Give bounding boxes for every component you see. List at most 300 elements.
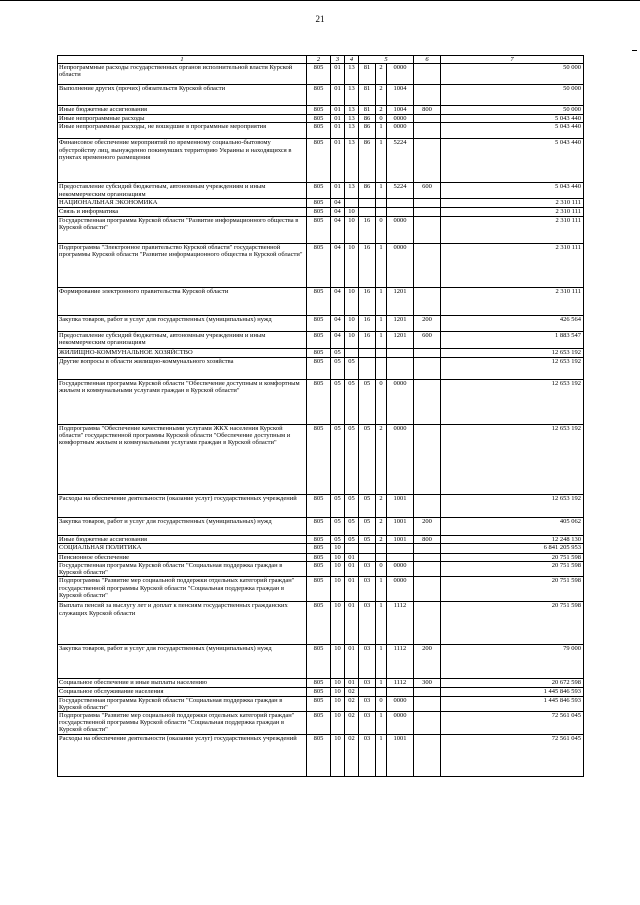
table-row <box>58 696 584 711</box>
admin-code-cell: 805 <box>307 208 331 216</box>
program-code-cell: 16 <box>359 315 376 331</box>
admin-code-cell: 805 <box>307 679 331 688</box>
direction-code-cell: 1001 <box>387 517 414 535</box>
amount-cell: 426 564 <box>441 315 584 331</box>
subprogram-code-cell: 1 <box>376 139 387 183</box>
program-code-cell: 05 <box>359 535 376 543</box>
table-row <box>58 517 584 535</box>
header-cell-4: 4 <box>345 56 359 64</box>
program-code-cell: 03 <box>359 602 376 645</box>
amount-cell: 1 445 846 593 <box>441 696 584 711</box>
subsection-code-cell: 13 <box>345 106 359 115</box>
amount-cell: 20 751 598 <box>441 553 584 561</box>
subsection-code-cell: 10 <box>345 208 359 216</box>
admin-code-cell: 805 <box>307 287 331 315</box>
subprogram-code-cell: 0 <box>376 216 387 243</box>
program-code-cell <box>359 348 376 357</box>
section-code-cell: 05 <box>331 424 345 494</box>
subsection-code-cell: 10 <box>345 331 359 348</box>
row-name-cell: Расходы на обеспечение деятельности (оказание услуг) государственных учреждений <box>58 494 307 517</box>
expense-type-cell <box>414 85 441 106</box>
amount-cell: 79 000 <box>441 645 584 679</box>
direction-code-cell: 1001 <box>387 734 414 776</box>
program-code-cell: 86 <box>359 123 376 139</box>
row-name-cell: Предоставление субсидий бюджетным, автономным учреждениям и иным некоммерческим организациям <box>58 183 307 199</box>
table-row <box>58 243 584 287</box>
subprogram-code-cell: 2 <box>376 106 387 115</box>
section-code-cell: 10 <box>331 602 345 645</box>
subsection-code-cell: 02 <box>345 688 359 696</box>
subsection-code-cell: 10 <box>345 315 359 331</box>
amount-cell: 20 751 598 <box>441 562 584 577</box>
program-code-cell <box>359 208 376 216</box>
row-name-cell: Подпрограмма "Развитие мер социальной поддержки отдельных категорий граждан" государственной программы Курской области "Социальная поддержка граждан в Курской области" <box>58 712 307 735</box>
program-code-cell <box>359 357 376 379</box>
expense-type-cell <box>414 64 441 85</box>
admin-code-cell: 805 <box>307 602 331 645</box>
amount-cell: 5 043 440 <box>441 183 584 199</box>
expense-type-cell <box>414 199 441 208</box>
subprogram-code-cell: 2 <box>376 494 387 517</box>
program-code-cell: 05 <box>359 517 376 535</box>
row-name-cell: Иные бюджетные ассигнования <box>58 535 307 543</box>
direction-code-cell: 5224 <box>387 139 414 183</box>
direction-code-cell: 1201 <box>387 315 414 331</box>
row-name-cell: ЖИЛИЩНО-КОММУНАЛЬНОЕ ХОЗЯЙСТВО <box>58 348 307 357</box>
direction-code-cell: 1004 <box>387 85 414 106</box>
amount-cell: 12 248 130 <box>441 535 584 543</box>
program-code-cell: 81 <box>359 85 376 106</box>
subsection-code-cell: 01 <box>345 562 359 577</box>
row-name-cell: НАЦИОНАЛЬНАЯ ЭКОНОМИКА <box>58 199 307 208</box>
direction-code-cell: 1001 <box>387 535 414 543</box>
program-code-cell: 03 <box>359 679 376 688</box>
program-code-cell: 16 <box>359 331 376 348</box>
amount-cell: 12 653 192 <box>441 348 584 357</box>
expense-type-cell: 800 <box>414 106 441 115</box>
expense-type-cell <box>414 734 441 776</box>
subprogram-code-cell: 2 <box>376 85 387 106</box>
expense-type-cell <box>414 357 441 379</box>
section-code-cell: 04 <box>331 315 345 331</box>
subprogram-code-cell: 1 <box>376 734 387 776</box>
program-code-cell: 16 <box>359 216 376 243</box>
row-name-cell: Государственная программа Курской области "Развитие информационного общества в Курской области" <box>58 216 307 243</box>
row-name-cell: Непрограммные расходы государственных органов исполнительной власти Курской области <box>58 64 307 85</box>
admin-code-cell: 805 <box>307 199 331 208</box>
subsection-code-cell: 13 <box>345 85 359 106</box>
subsection-code-cell: 05 <box>345 517 359 535</box>
subsection-code-cell: 01 <box>345 679 359 688</box>
program-code-cell: 03 <box>359 712 376 735</box>
subsection-code-cell: 13 <box>345 115 359 123</box>
program-code-cell <box>359 199 376 208</box>
program-code-cell: 05 <box>359 379 376 424</box>
admin-code-cell: 805 <box>307 494 331 517</box>
table-row <box>58 645 584 679</box>
subprogram-code-cell: 1 <box>376 123 387 139</box>
table-row <box>58 199 584 208</box>
expense-type-cell <box>414 139 441 183</box>
subprogram-code-cell: 0 <box>376 115 387 123</box>
section-code-cell: 04 <box>331 243 345 287</box>
program-code-cell: 05 <box>359 424 376 494</box>
admin-code-cell: 805 <box>307 562 331 577</box>
direction-code-cell: 1001 <box>387 494 414 517</box>
expense-type-cell: 200 <box>414 517 441 535</box>
admin-code-cell: 805 <box>307 64 331 85</box>
subsection-code-cell: 05 <box>345 494 359 517</box>
expense-type-cell <box>414 696 441 711</box>
expense-type-cell: 800 <box>414 535 441 543</box>
admin-code-cell: 805 <box>307 517 331 535</box>
expense-type-cell <box>414 602 441 645</box>
header-cell-6: 6 <box>414 56 441 64</box>
table-row <box>58 106 584 115</box>
amount-cell: 12 653 192 <box>441 494 584 517</box>
subsection-code-cell: 10 <box>345 216 359 243</box>
subsection-code-cell <box>345 199 359 208</box>
subsection-code-cell: 13 <box>345 123 359 139</box>
subprogram-code-cell: 1 <box>376 712 387 735</box>
expense-type-cell <box>414 424 441 494</box>
subprogram-code-cell: 1 <box>376 577 387 602</box>
section-code-cell: 10 <box>331 553 345 561</box>
table-row <box>58 348 584 357</box>
table-row <box>58 602 584 645</box>
program-code-cell <box>359 553 376 561</box>
subprogram-code-cell: 1 <box>376 645 387 679</box>
row-name-cell: Социальное обслуживание населения <box>58 688 307 696</box>
subsection-code-cell: 05 <box>345 379 359 424</box>
row-name-cell: Подпрограмма "Электронное правительство Курской области" государственной программы Курской области "Развитие информационного общества в Курской области" <box>58 243 307 287</box>
header-cell-3: 3 <box>331 56 345 64</box>
subprogram-code-cell: 2 <box>376 517 387 535</box>
subprogram-code-cell: 2 <box>376 64 387 85</box>
expense-type-cell <box>414 348 441 357</box>
table-row <box>58 123 584 139</box>
expense-type-cell: 600 <box>414 183 441 199</box>
section-code-cell: 10 <box>331 577 345 602</box>
expense-type-cell <box>414 123 441 139</box>
subsection-code-cell: 05 <box>345 424 359 494</box>
section-code-cell: 05 <box>331 379 345 424</box>
section-code-cell: 10 <box>331 679 345 688</box>
expense-type-cell: 300 <box>414 679 441 688</box>
program-code-cell: 86 <box>359 115 376 123</box>
expense-type-cell <box>414 577 441 602</box>
row-name-cell: Социальное обеспечение и иные выплаты населению <box>58 679 307 688</box>
amount-cell: 20 672 598 <box>441 679 584 688</box>
subsection-code-cell <box>345 543 359 553</box>
expense-type-cell <box>414 208 441 216</box>
admin-code-cell: 805 <box>307 123 331 139</box>
subsection-code-cell: 01 <box>345 577 359 602</box>
row-name-cell: Государственная программа Курской области "Социальная поддержка граждан в Курской области" <box>58 562 307 577</box>
table-row <box>58 543 584 553</box>
row-name-cell: Подпрограмма "Обеспечение качественными услугами ЖКХ населения Курской области" государственной программы Курской области "Обеспечение доступным и комфортным жильем и коммунальными услугами граждан в Курской области" <box>58 424 307 494</box>
program-code-cell: 03 <box>359 734 376 776</box>
amount-cell: 1 883 547 <box>441 331 584 348</box>
program-code-cell: 03 <box>359 645 376 679</box>
section-code-cell: 10 <box>331 562 345 577</box>
amount-cell: 405 062 <box>441 517 584 535</box>
amount-cell: 6 841 205 953 <box>441 543 584 553</box>
table-row <box>58 712 584 735</box>
section-code-cell: 10 <box>331 688 345 696</box>
header-cell-7: 7 <box>441 56 584 64</box>
admin-code-cell: 805 <box>307 535 331 543</box>
subsection-code-cell: 01 <box>345 553 359 561</box>
subsection-code-cell <box>345 348 359 357</box>
header-cell-2: 2 <box>307 56 331 64</box>
direction-code-cell: 5224 <box>387 183 414 199</box>
direction-code-cell: 1004 <box>387 106 414 115</box>
subprogram-code-cell <box>376 208 387 216</box>
direction-code-cell: 0000 <box>387 424 414 494</box>
subprogram-code-cell <box>376 199 387 208</box>
subprogram-code-cell <box>376 688 387 696</box>
expense-type-cell <box>414 562 441 577</box>
admin-code-cell: 805 <box>307 85 331 106</box>
subprogram-code-cell: 1 <box>376 243 387 287</box>
direction-code-cell: 0000 <box>387 562 414 577</box>
section-code-cell: 01 <box>331 115 345 123</box>
row-name-cell: Другие вопросы в области жилищно-коммунального хозяйства <box>58 357 307 379</box>
section-code-cell: 01 <box>331 183 345 199</box>
subprogram-code-cell: 2 <box>376 424 387 494</box>
amount-cell: 2 310 111 <box>441 243 584 287</box>
subsection-code-cell: 01 <box>345 645 359 679</box>
program-code-cell: 16 <box>359 287 376 315</box>
table-row <box>58 115 584 123</box>
subsection-code-cell: 05 <box>345 535 359 543</box>
row-name-cell: Формирование электронного правительства Курской области <box>58 287 307 315</box>
table-row <box>58 287 584 315</box>
amount-cell: 2 310 111 <box>441 287 584 315</box>
expense-type-cell <box>414 494 441 517</box>
header-cell-5: 5 <box>359 56 414 64</box>
table-body <box>58 64 584 776</box>
section-code-cell: 01 <box>331 106 345 115</box>
table-row <box>58 208 584 216</box>
table-row <box>58 139 584 183</box>
subprogram-code-cell: 1 <box>376 183 387 199</box>
table-row <box>58 494 584 517</box>
table-row <box>58 577 584 602</box>
expense-type-cell <box>414 543 441 553</box>
direction-code-cell: 0000 <box>387 216 414 243</box>
subsection-code-cell: 13 <box>345 183 359 199</box>
amount-cell: 50 000 <box>441 85 584 106</box>
row-name-cell: Подпрограмма "Развитие мер социальной поддержки отдельных категорий граждан" государственной программы Курской области "Социальная поддержка граждан в Курской области" <box>58 577 307 602</box>
program-code-cell: 86 <box>359 183 376 199</box>
direction-code-cell: 1201 <box>387 287 414 315</box>
section-code-cell: 10 <box>331 543 345 553</box>
expense-type-cell <box>414 688 441 696</box>
section-code-cell: 04 <box>331 208 345 216</box>
direction-code-cell <box>387 348 414 357</box>
section-code-cell: 04 <box>331 216 345 243</box>
subprogram-code-cell <box>376 553 387 561</box>
table-row <box>58 315 584 331</box>
row-name-cell: Иные непрограммные расходы <box>58 115 307 123</box>
subprogram-code-cell <box>376 357 387 379</box>
subprogram-code-cell <box>376 348 387 357</box>
row-name-cell: Государственная программа Курской области "Социальная поддержка граждан в Курской области" <box>58 696 307 711</box>
section-code-cell: 01 <box>331 64 345 85</box>
row-name-cell: Иные бюджетные ассигнования <box>58 106 307 115</box>
table-row <box>58 562 584 577</box>
section-code-cell: 04 <box>331 199 345 208</box>
direction-code-cell: 1112 <box>387 679 414 688</box>
program-code-cell: 03 <box>359 696 376 711</box>
row-name-cell: Закупка товаров, работ и услуг для государственных (муниципальных) нужд <box>58 517 307 535</box>
subsection-code-cell: 02 <box>345 712 359 735</box>
row-name-cell: СОЦИАЛЬНАЯ ПОЛИТИКА <box>58 543 307 553</box>
row-name-cell: Закупка товаров, работ и услуг для государственных (муниципальных) нужд <box>58 315 307 331</box>
section-code-cell: 01 <box>331 85 345 106</box>
program-code-cell <box>359 543 376 553</box>
section-code-cell: 10 <box>331 712 345 735</box>
section-code-cell: 05 <box>331 357 345 379</box>
amount-cell: 20 751 598 <box>441 577 584 602</box>
section-code-cell: 10 <box>331 734 345 776</box>
admin-code-cell: 805 <box>307 357 331 379</box>
amount-cell: 2 310 111 <box>441 208 584 216</box>
direction-code-cell <box>387 208 414 216</box>
direction-code-cell: 0000 <box>387 64 414 85</box>
admin-code-cell: 805 <box>307 688 331 696</box>
expense-type-cell <box>414 553 441 561</box>
admin-code-cell: 805 <box>307 645 331 679</box>
amount-cell: 20 751 598 <box>441 602 584 645</box>
expense-type-cell: 200 <box>414 315 441 331</box>
subprogram-code-cell: 2 <box>376 535 387 543</box>
expense-type-cell <box>414 287 441 315</box>
admin-code-cell: 805 <box>307 424 331 494</box>
admin-code-cell: 805 <box>307 115 331 123</box>
admin-code-cell: 805 <box>307 553 331 561</box>
admin-code-cell: 805 <box>307 139 331 183</box>
direction-code-cell: 0000 <box>387 379 414 424</box>
program-code-cell: 86 <box>359 139 376 183</box>
admin-code-cell: 805 <box>307 734 331 776</box>
amount-cell: 2 310 111 <box>441 199 584 208</box>
table-row <box>58 85 584 106</box>
section-code-cell: 01 <box>331 123 345 139</box>
program-code-cell: 81 <box>359 106 376 115</box>
subsection-code-cell: 05 <box>345 357 359 379</box>
section-code-cell: 10 <box>331 696 345 711</box>
table-row <box>58 688 584 696</box>
section-code-cell: 05 <box>331 494 345 517</box>
amount-cell: 50 000 <box>441 106 584 115</box>
subprogram-code-cell: 1 <box>376 602 387 645</box>
header-cell-1: 1 <box>58 56 307 64</box>
program-code-cell: 16 <box>359 243 376 287</box>
direction-code-cell: 0000 <box>387 243 414 287</box>
program-code-cell: 05 <box>359 494 376 517</box>
direction-code-cell: 0000 <box>387 696 414 711</box>
section-code-cell: 05 <box>331 535 345 543</box>
row-name-cell: Пенсионное обеспечение <box>58 553 307 561</box>
admin-code-cell: 805 <box>307 543 331 553</box>
direction-code-cell <box>387 543 414 553</box>
row-name-cell: Выплата пенсий за выслугу лет и доплат к пенсиям государственных гражданских служащих Курской области <box>58 602 307 645</box>
subprogram-code-cell: 1 <box>376 331 387 348</box>
direction-code-cell: 1201 <box>387 331 414 348</box>
amount-cell: 50 000 <box>441 64 584 85</box>
subprogram-code-cell: 0 <box>376 379 387 424</box>
direction-code-cell <box>387 199 414 208</box>
table-row <box>58 357 584 379</box>
subsection-code-cell: 10 <box>345 243 359 287</box>
table-row <box>58 331 584 348</box>
margin-mark <box>632 50 637 51</box>
program-code-cell: 81 <box>359 64 376 85</box>
row-name-cell: Расходы на обеспечение деятельности (оказание услуг) государственных учреждений <box>58 734 307 776</box>
table-row <box>58 734 584 776</box>
direction-code-cell: 1112 <box>387 602 414 645</box>
subsection-code-cell: 01 <box>345 602 359 645</box>
amount-cell: 12 653 192 <box>441 379 584 424</box>
table-row <box>58 424 584 494</box>
admin-code-cell: 805 <box>307 348 331 357</box>
admin-code-cell: 805 <box>307 243 331 287</box>
table-row <box>58 183 584 199</box>
section-code-cell: 05 <box>331 517 345 535</box>
admin-code-cell: 805 <box>307 696 331 711</box>
amount-cell: 5 043 440 <box>441 123 584 139</box>
subsection-code-cell: 13 <box>345 139 359 183</box>
row-name-cell: Иные непрограммные расходы, не вошедшие в программные мероприятия <box>58 123 307 139</box>
amount-cell: 1 445 846 593 <box>441 688 584 696</box>
expense-type-cell <box>414 379 441 424</box>
program-code-cell <box>359 688 376 696</box>
expense-type-cell <box>414 712 441 735</box>
row-name-cell: Закупка товаров, работ и услуг для государственных (муниципальных) нужд <box>58 645 307 679</box>
top-edge-line <box>0 0 640 1</box>
subprogram-code-cell: 0 <box>376 696 387 711</box>
direction-code-cell <box>387 553 414 561</box>
admin-code-cell: 805 <box>307 577 331 602</box>
amount-cell: 72 561 045 <box>441 734 584 776</box>
row-name-cell: Связь и информатика <box>58 208 307 216</box>
section-code-cell: 05 <box>331 348 345 357</box>
page-number: 21 <box>315 14 325 24</box>
section-code-cell: 04 <box>331 287 345 315</box>
amount-cell: 5 043 440 <box>441 139 584 183</box>
subprogram-code-cell: 0 <box>376 562 387 577</box>
row-name-cell: Предоставление субсидий бюджетным, автономным учреждениям и иным некоммерческим организациям <box>58 331 307 348</box>
direction-code-cell: 1112 <box>387 645 414 679</box>
subsection-code-cell: 10 <box>345 287 359 315</box>
row-name-cell: Выполнение других (прочих) обязательств Курской области <box>58 85 307 106</box>
amount-cell: 12 653 192 <box>441 357 584 379</box>
subprogram-code-cell: 1 <box>376 679 387 688</box>
admin-code-cell: 805 <box>307 331 331 348</box>
amount-cell: 72 561 045 <box>441 712 584 735</box>
subsection-code-cell: 13 <box>345 64 359 85</box>
amount-cell: 5 043 440 <box>441 115 584 123</box>
admin-code-cell: 805 <box>307 712 331 735</box>
table-row <box>58 379 584 424</box>
direction-code-cell <box>387 357 414 379</box>
table-row <box>58 535 584 543</box>
amount-cell: 12 653 192 <box>441 424 584 494</box>
expense-type-cell <box>414 243 441 287</box>
